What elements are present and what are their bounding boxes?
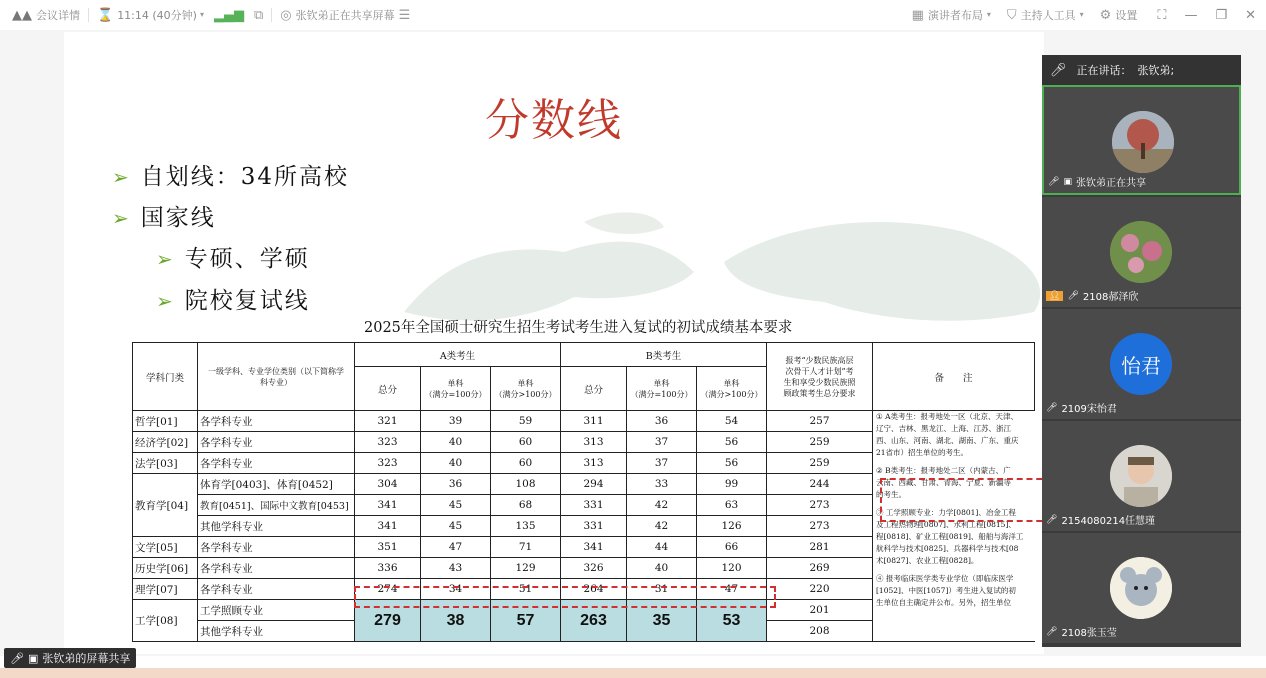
bullet-text: 院校复试线 [184,288,310,314]
cell-a-singlegt100: 71 [491,537,561,558]
cell-b-singlegt100: 56 [697,432,767,453]
participant-name-text: 张钦弟正在共享 [1075,178,1146,189]
header-minority-line: 次骨干人才计划”考 [785,366,854,376]
cell-a-single100: 36 [421,474,491,495]
cell-subject: 体育学[0403]、体育[0452] [198,474,355,495]
world-map-watermark [364,202,1044,332]
cell-b-singlegt100: 56 [697,453,767,474]
participant-name-text: 2109宋怡君 [1061,404,1117,415]
cell-b-total: 313 [561,432,627,453]
header-line: （满分=100分） [630,389,693,399]
cell-b-single100: 42 [627,516,697,537]
note-line: 程[0818]、矿业工程[0819]、船舶与海洋工 [876,532,1024,541]
cell-a-single100: 45 [421,495,491,516]
cell-b-single100: 37 [627,432,697,453]
meeting-timer[interactable] [97,7,204,23]
note-line: 的考生。 [876,490,906,499]
note-line: 术[0827]、农业工程[0828]。 [876,556,979,565]
sharing-status[interactable] [280,7,410,23]
participant-tile[interactable] [1042,533,1241,643]
tree-photo-icon [1112,111,1174,173]
participant-tile[interactable] [1042,421,1241,531]
layout-icon: ▦ [911,7,924,23]
arrow-bullet-icon: ➢ [112,165,131,189]
menu-icon: ☰ [398,7,411,23]
mic-icon: 🎤︎ [10,651,24,665]
cell-b-singlegt100: 54 [697,411,767,432]
cell-minority: 259 [767,453,873,474]
header-b-group: B类考生 [561,343,767,367]
note-line: 航科学与技术[0825]、兵器科学与技术[08 [876,544,1019,553]
cell-b-single100: 37 [627,453,697,474]
participant-name [1048,174,1146,189]
header-notes: 备 注 [873,343,1035,411]
header-category: 学科门类 [133,343,198,411]
note-line: 21省市）招生单位的考生。 [876,448,969,457]
cell-a-singlegt100: 135 [491,516,561,537]
cell-minority: 201 [767,600,873,621]
chevron-down-icon: ▾ [199,10,204,19]
table-row [133,411,1035,432]
cell-b-single100: 36 [627,411,697,432]
header-minority-line: 生和享受少数民族照 [783,377,856,387]
cell-minority: 208 [767,621,873,642]
screen-share-icon: ▣ [1063,176,1072,187]
header-single-gt100 [697,367,767,411]
cell-b-single100: 44 [627,537,697,558]
meeting-details-label: 会议详情 [36,9,80,22]
tencent-meeting-logo-icon: ▲▲ [12,7,32,23]
cell-a-singlegt100: 59 [491,411,561,432]
participant-name [1046,624,1117,639]
cartoon-photo-icon [1110,557,1172,619]
cell-b-singlegt100: 47 [697,579,767,600]
cell-b-total: 264 [561,579,627,600]
mic-icon: 🎤︎ [1048,176,1060,187]
timer-label: 11:14 (40分钟) [117,9,197,22]
mic-muted-icon: 🎤︎ [1046,514,1058,525]
cell-minority: 257 [767,411,873,432]
header-single-gt100 [491,367,561,411]
cell-b-single100: 33 [627,474,697,495]
header-line: （满分=100分） [424,389,487,399]
arrow-bullet-icon: ➢ [156,289,175,313]
bullet-self-line [112,158,349,191]
cell-subject: 各学科专业 [198,579,355,600]
bullet-text: 国家线 [140,205,216,231]
participant-tile[interactable] [1042,85,1241,195]
cell-b-total: 341 [561,537,627,558]
cell-a-singlegt100: 60 [491,453,561,474]
cell-category: 历史学[06] [133,558,198,579]
header-single-100 [421,367,491,411]
note-line: 辽宁、吉林、黑龙江、上海、江苏、浙江 [876,424,1011,433]
science-row-highlight-box [354,586,776,608]
cell-a-total: 304 [355,474,421,495]
participant-name [1046,512,1155,527]
cell-b-total: 311 [561,411,627,432]
host-tools-button[interactable] [1007,7,1084,23]
cell-a-singlegt100: 60 [491,432,561,453]
mic-icon: 🎤︎ [1050,62,1067,78]
header-total: 总分 [561,367,627,411]
speaking-label: 正在讲话： [1076,64,1132,77]
signal-icon[interactable]: ▂▄▆ [213,7,244,23]
note-line: ② B类考生：报考地处二区（内蒙古、广 [876,466,1011,475]
cell-minority: 273 [767,495,873,516]
cell-a-single100: 47 [421,537,491,558]
participant-name-text: 2108张玉莹 [1061,628,1117,639]
meeting-details-button[interactable] [12,7,80,23]
settings-button[interactable] [1100,7,1138,23]
cell-subject: 其他学科专业 [198,516,355,537]
cell-a-single100: 45 [421,516,491,537]
bullet-text: 专硕、学硕 [184,246,310,272]
cell-subject: 各学科专业 [198,558,355,579]
host-tools-label: 主持人工具 [1020,9,1076,22]
cell-a-singlegt100: 129 [491,558,561,579]
avatar [1110,445,1172,507]
chevron-down-icon: ▾ [1079,10,1084,19]
person-photo-icon [1110,445,1172,507]
cell-a-total: 341 [355,495,421,516]
cell-b-total: 331 [561,516,627,537]
cell-a-total: 321 [355,411,421,432]
cell-a-total: 351 [355,537,421,558]
b-class-note-highlight-box [880,478,1044,522]
cell-a-total: 274 [355,579,421,600]
mic-muted-icon: 🎤︎ [1046,402,1058,413]
table-title: 2025年全国硕士研究生招生考试考生进入复试的初试成绩基本要求 [364,320,793,336]
participant-name [1046,288,1138,303]
participant-tile[interactable] [1042,197,1241,307]
arrow-bullet-icon: ➢ [156,247,175,271]
cell-minority: 244 [767,474,873,495]
avatar [1110,557,1172,619]
cell-b-singlegt100: 66 [697,537,767,558]
cell-a-singlegt100: 68 [491,495,561,516]
note-line: ① A类考生：报考地处一区（北京、天津、 [876,412,1019,421]
cell-a-total: 323 [355,453,421,474]
bottom-strip [0,668,1266,678]
cell-a-total: 336 [355,558,421,579]
note-line: 云南、西藏、甘肃、青海、宁夏、新疆等 [876,478,1011,487]
note-line: [1052]、中医[1057]）考生进入复试的初 [876,586,1016,595]
header-line: 单科 [653,378,670,388]
cell-a-single100-highlight: 38 [421,600,491,642]
cell-b-singlegt100: 63 [697,495,767,516]
flowers-photo-icon [1110,221,1172,283]
screen-share-tag[interactable] [4,648,136,668]
participant-name-text: 2108郝泽欣 [1082,292,1139,303]
cell-b-singlegt100: 99 [697,474,767,495]
notes-cell [873,411,1035,642]
sub-bullet-degree-types [156,240,310,273]
note-line: ③ 工学照顾专业：力学[0801]、冶金工程 [876,508,1016,517]
bullet-text: 自划线：34所高校 [140,164,350,190]
cell-category: 经济学[02] [133,432,198,453]
participants-panel [1042,55,1241,647]
note-line: ④ 报考临床医学类专业学位（即临床医学 [876,574,1014,583]
header-a-group: A类考生 [355,343,561,367]
cell-a-singlegt100: 51 [491,579,561,600]
note-line: 生单位自主确定并公布。另外，招生单位 [876,598,1011,607]
header-minority-line: 报考“少数民族高层 [785,355,854,365]
sharing-user-icon: ◎ [280,7,292,23]
cell-minority: 269 [767,558,873,579]
cell-b-single100: 31 [627,579,697,600]
divider [271,8,272,22]
cell-a-total-highlight: 279 [355,600,421,642]
header-minority-line: 顾政策考生总分要求 [783,388,856,398]
cell-a-singlegt100: 108 [491,474,561,495]
cell-b-single100: 40 [627,558,697,579]
cell-b-singlegt100-highlight: 53 [697,600,767,642]
cell-a-singlegt100-highlight: 57 [491,600,561,642]
top-toolbar [0,0,1266,30]
sharing-status-label: 张钦弟正在共享屏幕 [295,9,395,22]
header-total: 总分 [355,367,421,411]
cell-category: 法学[03] [133,453,198,474]
note-line: 西、山东、河南、湖北、湖南、广东、重庆 [876,436,1019,445]
restore-icon[interactable]: ❐ [1215,7,1228,23]
fullscreen-icon[interactable]: ⛶ [1157,7,1167,23]
cell-b-singlegt100: 126 [697,516,767,537]
cell-subject: 其他学科专业 [198,621,355,642]
bullet-national-line [112,199,216,232]
popout-icon[interactable]: ⧉ [253,7,264,23]
header-line: （满分>100分） [494,389,557,399]
speaking-indicator [1042,55,1241,85]
cell-subject: 各学科专业 [198,432,355,453]
screen-share-icon: ▣ [27,651,39,665]
hourglass-icon: ⌛ [97,7,114,23]
screen-share-label: 张钦弟的屏幕共享 [42,652,131,665]
participant-tile[interactable] [1042,309,1241,419]
participant-name-text: 2154080214任慧瑾 [1061,516,1156,527]
header-line: 单科 [447,378,464,388]
cell-subject: 各学科专业 [198,537,355,558]
avatar: 怡君 [1110,333,1172,395]
cell-minority: 273 [767,516,873,537]
minimize-icon[interactable]: — [1184,7,1198,23]
avatar [1112,111,1174,173]
chevron-down-icon: ▾ [986,10,991,19]
cell-b-total: 331 [561,495,627,516]
cell-minority: 281 [767,537,873,558]
arrow-bullet-icon: ➢ [112,206,131,230]
note-line: 及工程热物理[0807]、水利工程[0815]、 [876,520,1016,529]
presentation-slide [64,32,1044,654]
shield-icon: ⛉ [1006,7,1017,23]
gear-icon: ⚙ [1099,7,1112,23]
cell-category: 文学[05] [133,537,198,558]
cell-category: 理学[07] [133,579,198,600]
cell-a-single100: 34 [421,579,491,600]
cell-a-single100: 39 [421,411,491,432]
speaking-name: 张钦弟; [1137,64,1175,77]
cell-a-single100: 43 [421,558,491,579]
header-minority [767,343,873,411]
cell-b-total: 326 [561,558,627,579]
cell-subject: 教育[0451]、国际中文教育[0453] [198,495,355,516]
user-icon: 👤︎ [1046,291,1063,301]
header-line: （满分>100分） [700,389,763,399]
cell-b-total-highlight: 263 [561,600,627,642]
cell-subject: 各学科专业 [198,411,355,432]
header-line: 单科 [517,378,534,388]
cell-subject: 各学科专业 [198,453,355,474]
mic-muted-icon: 🎤︎ [1067,290,1079,301]
cell-minority: 220 [767,579,873,600]
close-icon[interactable]: ✕ [1245,7,1256,23]
layout-button[interactable] [912,7,991,23]
cell-b-single100-highlight: 35 [627,600,697,642]
sub-bullet-school-line [156,282,310,315]
participant-name [1046,400,1117,415]
cell-a-single100: 40 [421,432,491,453]
cell-category: 教育学[04] [133,474,198,537]
layout-label: 演讲者布局 [927,9,983,22]
cell-b-total: 294 [561,474,627,495]
header-subject: 一级学科、专业学位类别（以下简称学科专业） [198,343,355,411]
cell-minority: 259 [767,432,873,453]
toolbar-right [900,0,1256,30]
avatar [1110,221,1172,283]
slide-title: 分数线 [485,95,623,146]
cell-b-single100: 42 [627,495,697,516]
cell-a-single100: 40 [421,453,491,474]
divider [88,8,89,22]
cell-b-total: 313 [561,453,627,474]
cell-subject: 工学照顾专业 [198,600,355,621]
cell-a-total: 323 [355,432,421,453]
cell-category: 哲学[01] [133,411,198,432]
cell-category: 工学[08] [133,600,198,642]
header-single-100 [627,367,697,411]
cell-a-total: 341 [355,516,421,537]
settings-label: 设置 [1115,9,1138,22]
cell-b-singlegt100: 120 [697,558,767,579]
mic-muted-icon: 🎤︎ [1046,626,1058,637]
header-line: 单科 [723,378,740,388]
